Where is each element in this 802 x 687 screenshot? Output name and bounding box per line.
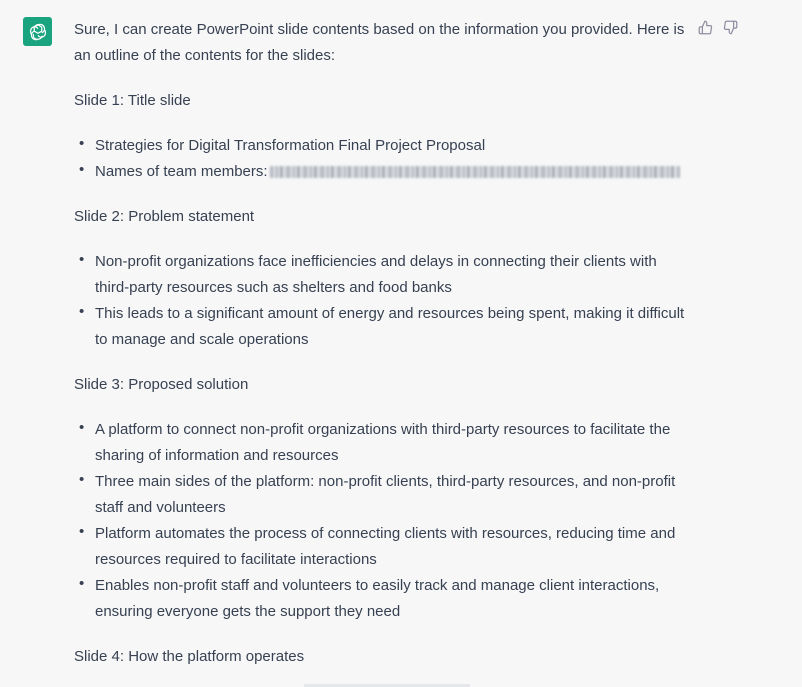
feedback-buttons [697,19,738,35]
bullet-list [74,417,694,625]
list-item: • Strategies for Digital Transformation Final Project Proposal [74,133,694,159]
redacted-names [270,166,680,178]
list-item: • This leads to a significant amount of energy and resources being spent, making it difficult to manage and scale operations [74,301,694,353]
message-intro: Sure, I can create PowerPoint slide contents based on the information you provided. Here is an outline of the contents for the slides: [74,21,685,64]
slide-heading: Slide 4: How the platform operates [74,648,305,665]
thumbs-down-icon [723,20,738,35]
assistant-avatar [23,17,52,46]
slide-heading: Slide 1: Title slide [74,92,191,109]
thumbs-up-icon [698,20,713,35]
list-item: • Three main sides of the platform: non-profit clients, third-party resources, and non-profit staff and volunteers [74,469,694,521]
openai-logo-icon [28,22,48,42]
thumbs-down-button[interactable] [722,19,738,35]
list-item: • Enables non-profit staff and volunteers to easily track and manage client interactions, ensuring everyone gets the support they need [74,573,694,625]
list-item: • Platform automates the process of connecting clients with resources, reducing time and resources required to facilitate interactions [74,521,694,573]
slide-heading: Slide 2: Problem statement [74,208,255,225]
team-members-label: Names of team members: [95,163,268,180]
list-item [74,159,694,185]
message-content [74,17,694,670]
list-item: • A platform to connect non-profit organizations with third-party resources to facilitate the sharing of information and resources [74,417,694,469]
bullet-list [74,249,694,353]
thumbs-up-button[interactable] [697,19,713,35]
bullet-list [74,133,694,185]
list-item: • Non-profit organizations face inefficiencies and delays in connecting their clients with third-party resources such as shelters and food banks [74,249,694,301]
slide-heading: Slide 3: Proposed solution [74,376,249,393]
